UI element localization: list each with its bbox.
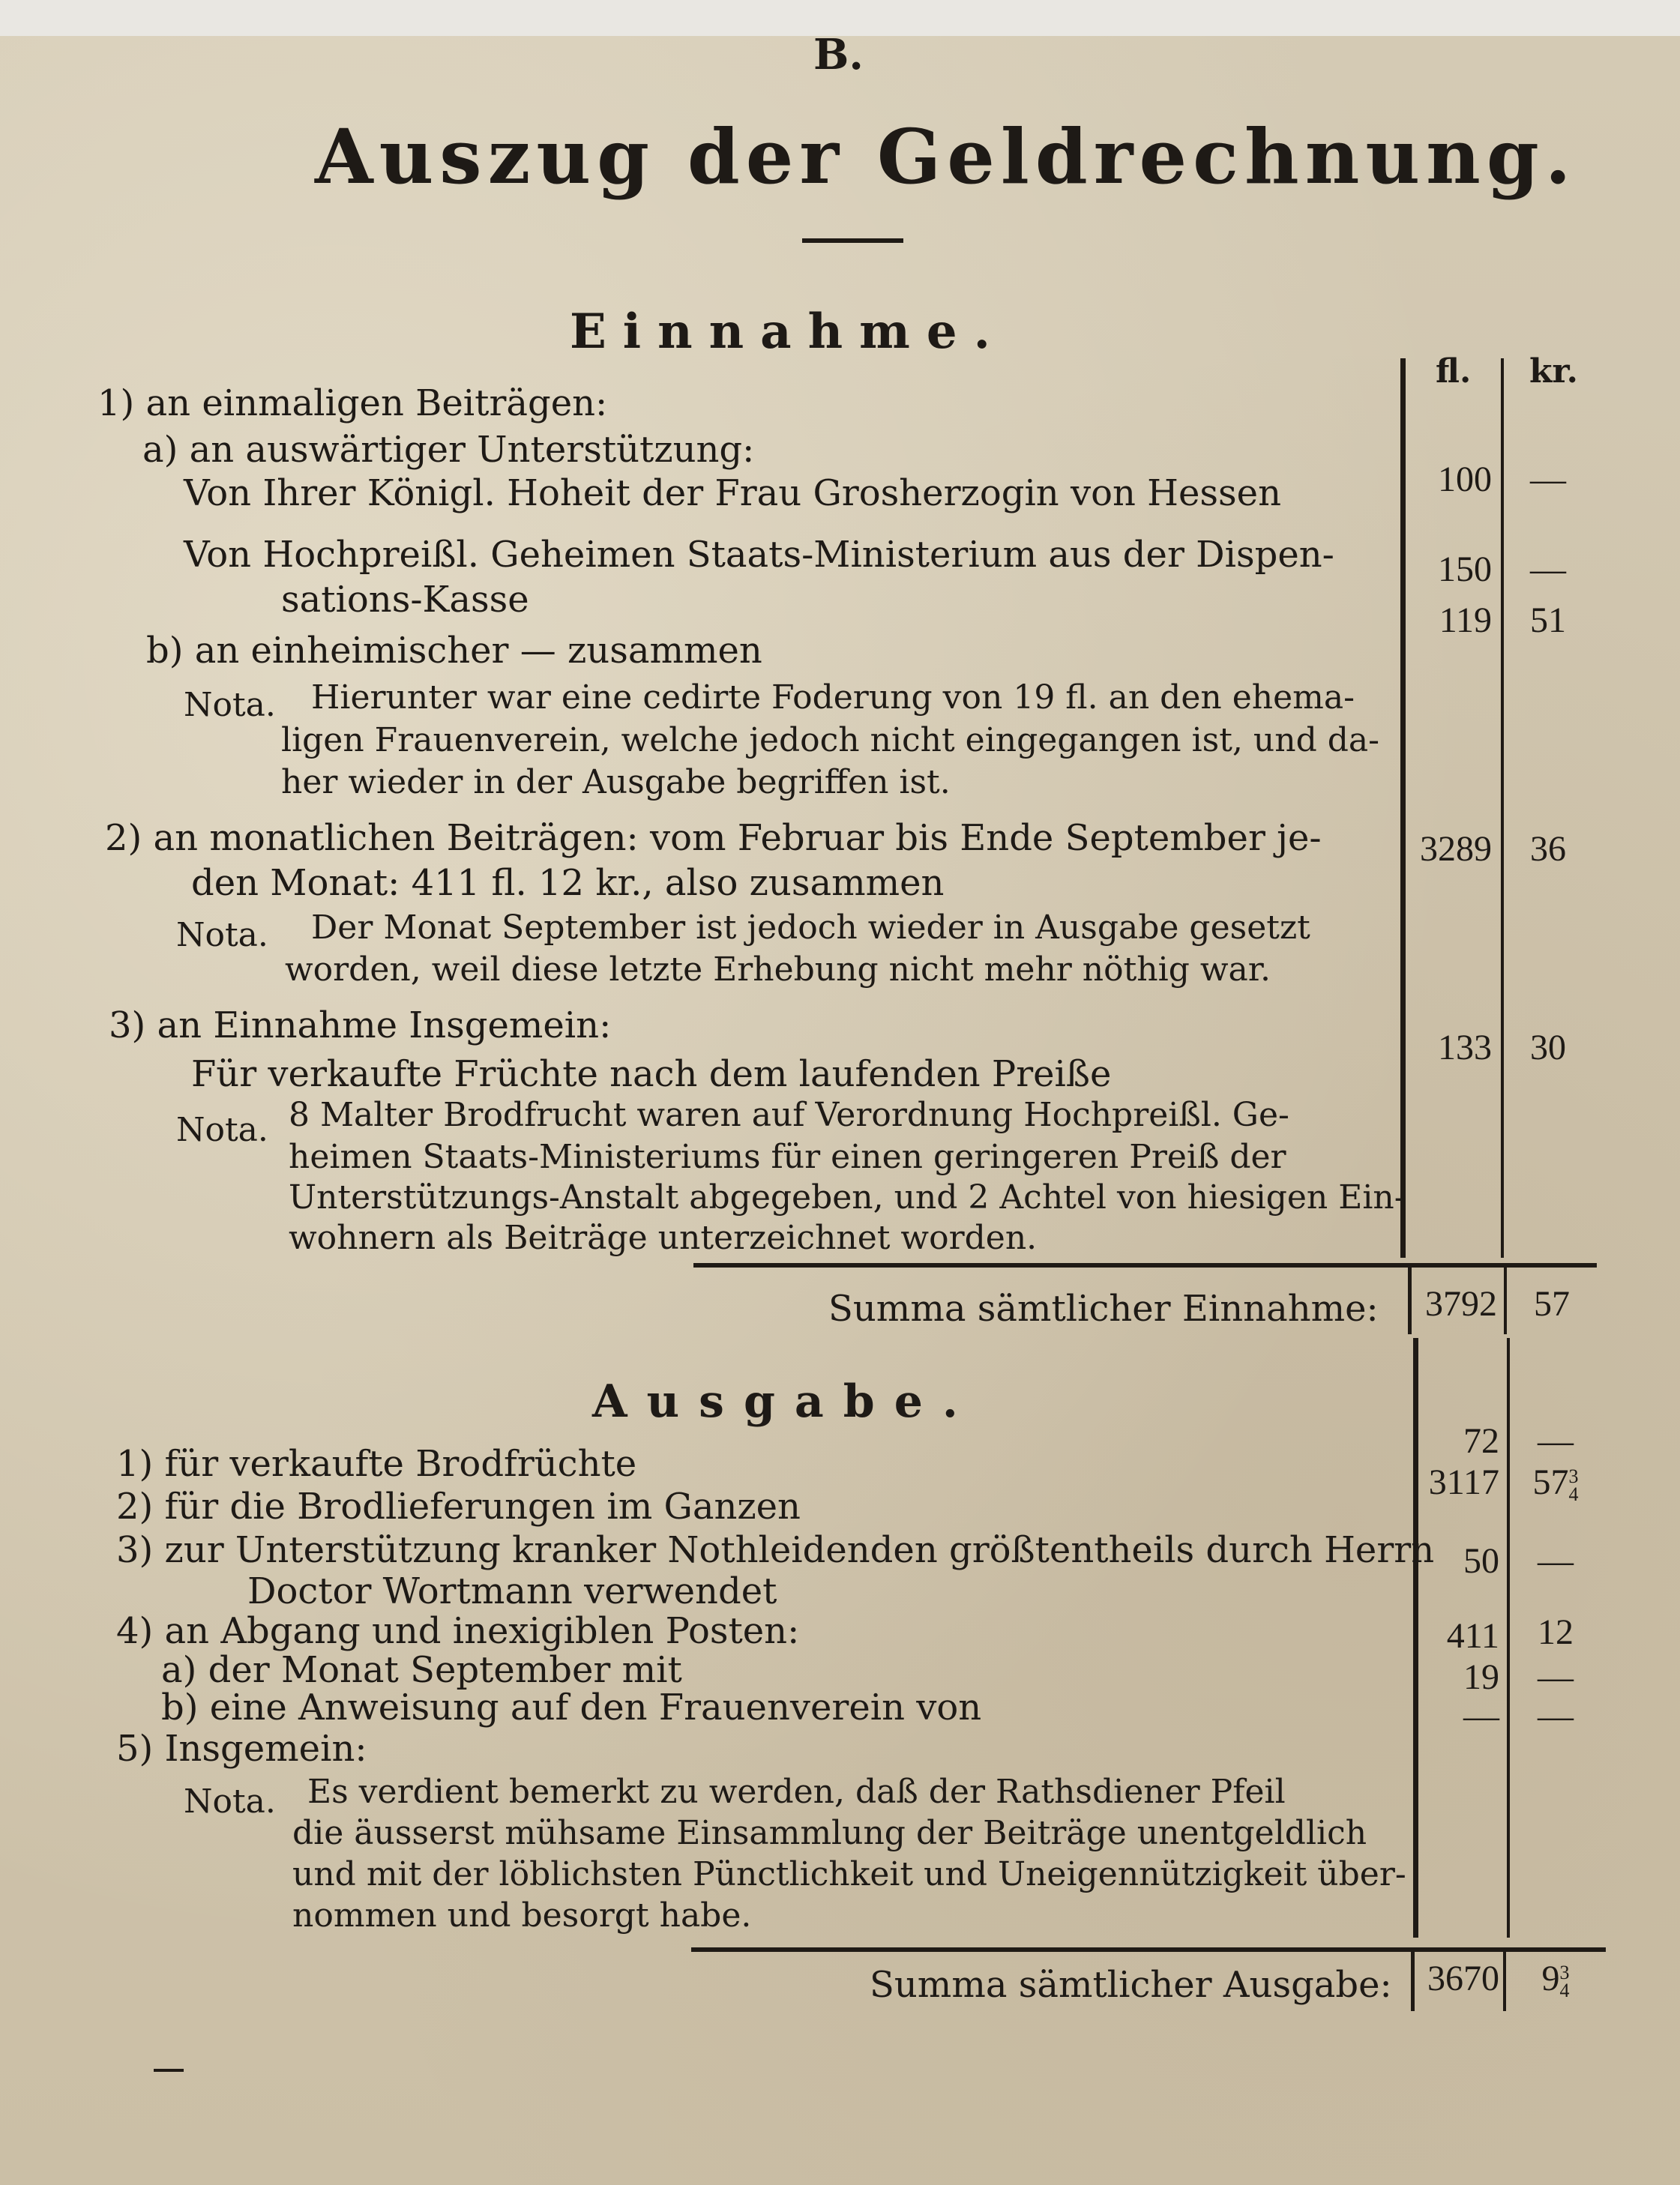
ausgabe-item-4-fl: 411 (1446, 1616, 1499, 1656)
ausgabe-item-2: 2) für die Brodlieferungen im Ganzen (116, 1486, 801, 1528)
ausgabe-item-4b: b) eine Anweisung auf den Frauenverein von (161, 1687, 982, 1729)
ausgabe-sum-fl: 3670 (1427, 1959, 1499, 1998)
ausgabe-item-4-kr: 12 (1538, 1612, 1574, 1652)
column-header-kr: kr. (1529, 352, 1578, 391)
einnahme-item-1a-2-fl: 150 (1438, 549, 1492, 589)
ausgabe-item-2-kr-fraction (1568, 1465, 1579, 1505)
einnahme-item-1a-1: Von Ihrer Königl. Hoheit der Frau Grosherzogin von Hessen (184, 472, 1281, 514)
einnahme-item-1b-kr: 51 (1530, 600, 1566, 640)
ausgabe-item-4a-kr: — (1538, 1657, 1574, 1697)
ausgabe-sum-rule-left (1411, 1951, 1415, 2011)
einnahme-heading: Einnahme. (570, 304, 1007, 360)
ausgabe-item-4a: a) der Monat September mit (161, 1649, 682, 1691)
einnahme-sum-rule (693, 1263, 1597, 1268)
nota-3-line1: 8 Malter Brodfrucht waren auf Verordnung Hochpreißl. Ge- (289, 1096, 1289, 1134)
nota-1-line3: her wieder in der Ausgabe begriffen ist. (281, 763, 951, 801)
ausgabe-item-4b-kr: — (1538, 1696, 1574, 1736)
einnahme-sum-fl: 3792 (1425, 1284, 1497, 1324)
ausgabe-item-3-line1: 3) zur Unterstützung kranker Nothleidenden größtentheils durch Herrn (116, 1529, 1435, 1571)
einnahme-column-rule-middle (1501, 358, 1504, 1258)
ausgabe-item-1-fl: 72 (1463, 1421, 1499, 1461)
ausgabe-sum-kr (1514, 1958, 1597, 2000)
ausgabe-item-1-kr: — (1538, 1421, 1574, 1461)
einnahme-item-1a-2-line2: sations-Kasse (281, 579, 529, 621)
ausgabe-nota-line2: die äusserst mühsame Einsammlung der Beiträge unentgeldlich (292, 1814, 1367, 1852)
ausgabe-item-3-kr: — (1538, 1541, 1574, 1581)
stray-mark (154, 2069, 184, 2072)
ausgabe-sum-rule (691, 1947, 1606, 1952)
ausgabe-item-2-fl: 3117 (1428, 1462, 1499, 1502)
ausgabe-sum-label: Summa sämtlicher Ausgabe: (870, 1964, 1392, 2006)
einnahme-item-2-line1: 2) an monatlichen Beiträgen: vom Februar bis Ende September je- (105, 817, 1322, 859)
ausgabe-nota-line4: nommen und besorgt habe. (292, 1896, 752, 1935)
einnahme-item-1b: b) an einheimischer — zusammen (146, 630, 762, 672)
einnahme-item-3-kr: 30 (1530, 1028, 1566, 1067)
page-title: Auszug der Geldrechnung. (315, 112, 1577, 201)
nota-3-label: Nota. (176, 1111, 268, 1149)
ausgabe-item-3-fl: 50 (1463, 1541, 1499, 1581)
nota-1-line1: Hierunter war eine cedirte Foderung von 19 fl. an den ehema- (311, 678, 1355, 717)
einnahme-item-1a-2-line1: Von Hochpreißl. Geheimen Staats-Ministerium aus der Dispen- (184, 534, 1334, 576)
einnahme-item-2-line2: den Monat: 411 fl. 12 kr., also zusammen (191, 862, 945, 904)
ausgabe-nota-line3: und mit der löblichsten Pünctlichkeit und Uneigennützigkeit über- (292, 1855, 1406, 1893)
nota-1-label: Nota. (184, 686, 276, 724)
nota-2-label: Nota. (176, 916, 268, 954)
einnahme-item-1a-2-kr: — (1530, 549, 1566, 589)
ausgabe-heading: Ausgabe. (592, 1375, 978, 1428)
nota-2-line1: Der Monat September ist jedoch wieder in Ausgabe gesetzt (311, 908, 1310, 947)
nota-3-line4: wohnern als Beiträge unterzeichnet worden. (289, 1219, 1038, 1257)
section-letter: B. (813, 30, 864, 79)
ausgabe-nota-line1: Es verdient bemerkt zu werden, daß der Rathsdiener Pfeil (307, 1773, 1286, 1811)
einnahme-item-1a-1-kr: — (1530, 459, 1566, 499)
ausgabe-sum-rule-middle (1503, 1951, 1506, 2011)
ausgabe-item-3-line2: Doctor Wortmann verwendet (247, 1570, 777, 1612)
nota-3-line2: heimen Staats-Ministeriums für einen geringeren Preiß der (289, 1138, 1286, 1176)
ausgabe-item-2-kr-den: 4 (1568, 1483, 1579, 1505)
column-header-fl: fl. (1436, 352, 1472, 391)
nota-3-line3: Unterstützungs-Anstalt abgegeben, und 2 Achtel von hiesigen Ein- (289, 1178, 1406, 1217)
ausgabe-item-2-kr-num: 3 (1568, 1465, 1579, 1487)
nota-1-line2: ligen Frauenverein, welche jedoch nicht eingegangen ist, und da- (281, 721, 1379, 759)
einnahme-item-2-kr: 36 (1530, 829, 1566, 869)
nota-2-line2: worden, weil diese letzte Erhebung nicht mehr nöthig war. (285, 950, 1271, 989)
ausgabe-item-1: 1) für verkaufte Brodfrüchte (116, 1443, 637, 1485)
ausgabe-sum-kr-den: 4 (1559, 1979, 1570, 2001)
ausgabe-item-4a-fl: 19 (1463, 1657, 1499, 1697)
ausgabe-sum-kr-fraction (1559, 1961, 1570, 2001)
title-rule (802, 238, 903, 243)
einnahme-item-3-fl: 133 (1438, 1028, 1492, 1067)
ausgabe-item-2-kr (1514, 1462, 1597, 1504)
ausgabe-sum-kr-num: 3 (1559, 1961, 1570, 1983)
einnahme-item-3-1: Für verkaufte Früchte nach dem laufenden Preiße (191, 1053, 1112, 1095)
einnahme-item-1b-fl: 119 (1439, 600, 1492, 640)
ausgabe-item-5: 5) Insgemein: (116, 1728, 367, 1770)
einnahme-column-rule-left (1400, 358, 1406, 1258)
einnahme-item-3: 3) an Einnahme Insgemein: (109, 1004, 612, 1046)
einnahme-sum-kr: 57 (1534, 1284, 1570, 1324)
ausgabe-item-4b-fl: — (1463, 1696, 1499, 1736)
einnahme-sum-label: Summa sämtlicher Einnahme: (828, 1288, 1379, 1330)
ausgabe-sum-kr-whole: 9 (1541, 1959, 1560, 1998)
einnahme-item-2-fl: 3289 (1420, 829, 1492, 869)
einnahme-item-1: 1) an einmaligen Beiträgen: (97, 382, 608, 424)
ausgabe-column-rule-middle (1507, 1338, 1510, 1938)
ausgabe-item-2-kr-whole: 57 (1532, 1462, 1569, 1502)
ausgabe-item-4: 4) an Abgang und inexigiblen Posten: (116, 1610, 800, 1652)
einnahme-sum-rule-middle (1504, 1267, 1507, 1334)
einnahme-item-1a: a) an auswärtiger Unterstützung: (142, 429, 755, 471)
einnahme-sum-rule-left (1408, 1267, 1412, 1334)
einnahme-item-1a-1-fl: 100 (1438, 459, 1492, 499)
ausgabe-nota-label: Nota. (184, 1782, 276, 1821)
